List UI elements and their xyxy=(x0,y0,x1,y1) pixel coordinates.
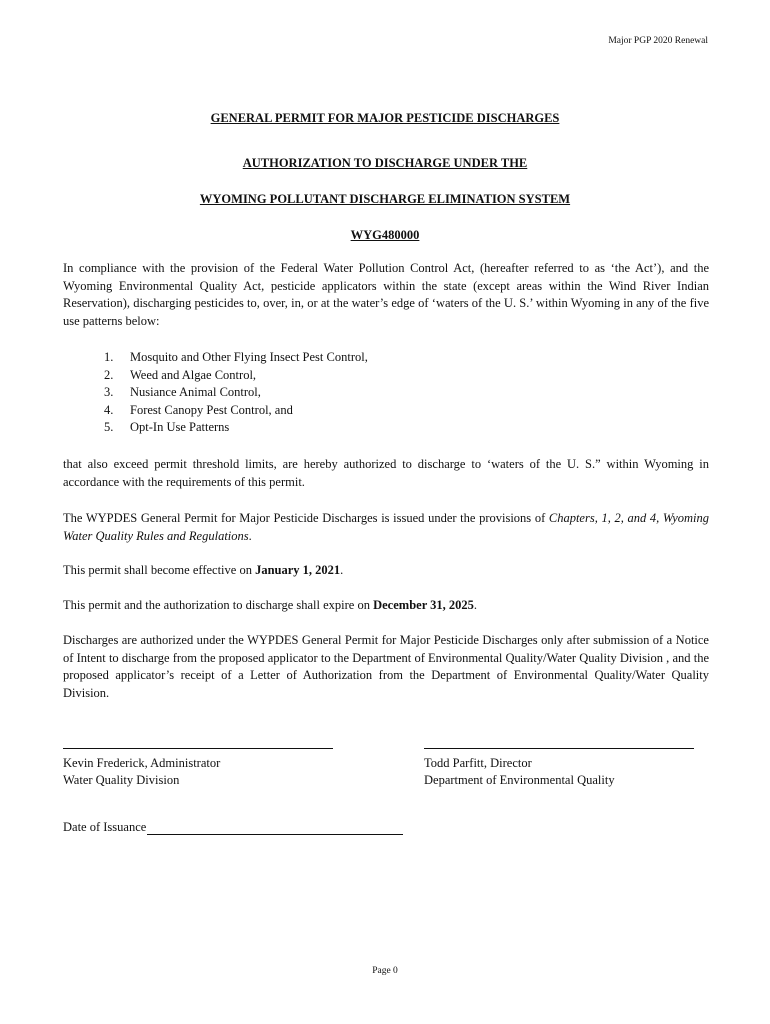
title-authorization: AUTHORIZATION TO DISCHARGE UNDER THE xyxy=(242,156,528,170)
list-item-text: Nusiance Animal Control, xyxy=(130,385,261,399)
signatory-name: Todd Parfitt, Director xyxy=(424,756,532,770)
date-of-issuance xyxy=(63,820,403,835)
list-item-number: 1. xyxy=(104,350,114,364)
expiration-date: December 31, 2025 xyxy=(373,598,474,612)
title-permit-number: WYG480000 xyxy=(350,228,420,242)
use-pattern-list xyxy=(104,349,368,437)
threshold-paragraph: that also exceed permit threshold limits, are hereby authorized to discharge to ‘waters of the U. S.” within Wyoming in accordance with the requirements of this permit. xyxy=(63,457,709,489)
list-item xyxy=(104,384,368,402)
list-item-number: 4. xyxy=(104,402,114,417)
title-general-permit: GENERAL PERMIT FOR MAJOR PESTICIDE DISCHARGES xyxy=(210,111,560,125)
provisions-lead: The WYPDES General Permit for Major Pesticide Discharges is issued under the provisions of xyxy=(63,511,549,525)
effective-date: January 1, 2021 xyxy=(255,563,341,577)
signature-line xyxy=(63,738,333,749)
expiration-date-paragraph xyxy=(63,597,709,615)
list-item xyxy=(104,349,368,367)
header-note: Major PGP 2020 Renewal xyxy=(608,36,708,46)
list-item-text: Weed and Algae Control, xyxy=(130,367,257,382)
effective-lead: This permit shall become effective on xyxy=(63,563,256,577)
issuance-label: Date of Issuance xyxy=(63,820,147,834)
provisions-end: . xyxy=(248,528,252,543)
effective-end: . xyxy=(340,563,344,577)
title-wypdes: WYOMING POLLUTANT DISCHARGE ELIMINATION SYSTEM xyxy=(199,192,571,206)
signatory-organization: Department of Environmental Quality xyxy=(424,773,615,787)
list-item-text: Opt-In Use Patterns xyxy=(130,420,230,434)
discharges-paragraph: Discharges are authorized under the WYPDES General Permit for Major Pesticide Discharges only after submission of a Notice of Intent to discharge from the proposed applicator to the Department of Environmental Quality/Water Quality Division , and the proposed applicator’s receipt of a Letter of Authorization from the Department of Environmental Quality/Water Quality Division. xyxy=(63,633,709,700)
intro-paragraph: In compliance with the provision of the Federal Water Pollution Control Act, (hereafter referred to as ‘the Act’), and the Wyoming Environmental Quality Act, pesticide applicators within the state (except areas within the Wind River Indian Reservation), discharging pesticides to, over, in, or at the water’s edge of ‘waters of the U. S.’ within Wyoming in any of the five use patterns below: xyxy=(63,261,709,328)
list-item xyxy=(104,402,368,420)
page-number: Page 0 xyxy=(372,966,398,976)
provisions-citation: Chapters, 1, 2, and 4, Wyoming Water Quality Rules and Regulations xyxy=(63,511,709,543)
expire-lead: This permit and the authorization to discharge shall expire on xyxy=(63,598,374,612)
signature-line xyxy=(424,738,694,749)
issuance-date-line xyxy=(147,822,403,835)
signatory-organization: Water Quality Division xyxy=(63,773,180,787)
list-item-number: 5. xyxy=(104,420,114,434)
list-item-number: 3. xyxy=(104,385,114,399)
expire-end: . xyxy=(473,598,478,612)
list-item-text: Forest Canopy Pest Control, and xyxy=(130,402,293,417)
list-item xyxy=(104,367,368,385)
signature-block-director xyxy=(424,738,694,789)
list-item-number: 2. xyxy=(104,367,114,382)
list-item-text: Mosquito and Other Flying Insect Pest Control, xyxy=(130,350,368,364)
signature-block-administrator xyxy=(63,738,333,789)
signatory-name: Kevin Frederick, Administrator xyxy=(63,756,221,770)
provisions-paragraph xyxy=(63,510,709,545)
effective-date-paragraph xyxy=(63,562,709,580)
list-item xyxy=(104,419,368,437)
